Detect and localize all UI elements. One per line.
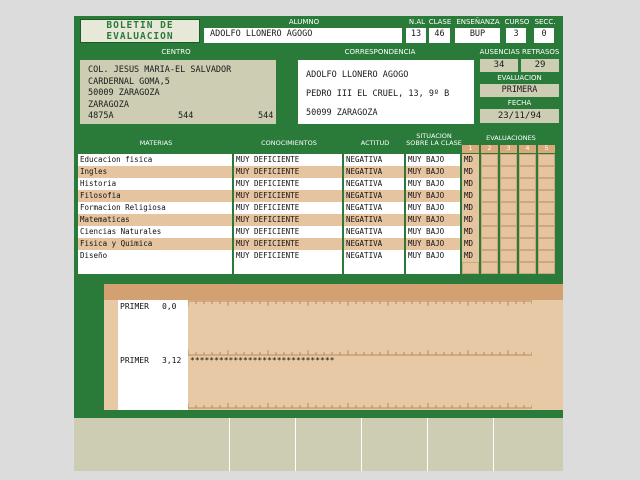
materia-cell: Diseño [78,250,232,262]
evaluacion-value: PRIMERA [480,84,559,97]
situacion-cell: MUY BAJO [406,226,460,238]
conocimientos-cell: MUY DEFICIENTE [234,202,342,214]
eval-empty-cell [538,166,555,178]
centro-line: ZARAGOZA [88,99,129,110]
clase-field: 46 [429,28,450,43]
eval-col-3: 3 [500,145,517,153]
actitud-cell: NEGATIVA [344,154,404,166]
eval-empty-cell [500,202,517,214]
ausencias-label: AUSENCIAS RETRASOS [479,48,560,56]
eval1-cell: MD [462,166,479,178]
eval-col-headers [462,145,560,153]
materia-cell: Formacion Religiosa [78,202,232,214]
correspondencia-line: ADOLFO LLONERO AGOGO [306,70,409,80]
centro-num2: 544 [258,111,274,121]
header-conocimientos: CONOCIMIENTOS [261,139,317,147]
curso-label: CURSO [504,18,530,26]
graph-row-2-value: 3,12 [162,356,182,365]
header-situacion: SITUACION SOBRE LA CLASE [406,132,462,147]
table-row [78,238,562,250]
evaluacion-label: EVALUACION [497,74,542,82]
eval1-cell: MD [462,238,479,250]
table-row [78,178,562,190]
bottom-bar [74,418,563,471]
correspondencia-box [298,60,474,124]
centro-box [80,60,276,124]
situacion-cell: MUY BAJO [406,178,460,190]
table-row [78,166,562,178]
eval-empty-cell [481,238,498,250]
graph-row-2-bar: ****************************** [190,356,335,365]
table-row [78,154,562,166]
eval-col-4: 4 [519,145,536,153]
eval-empty-cell [519,178,536,190]
actitud-cell: NEGATIVA [344,178,404,190]
materia-cell: Ingles [78,166,232,178]
situacion-cell: MUY BAJO [406,154,460,166]
eval-empty-cell [519,154,536,166]
graph-axis [188,300,532,410]
eval-empty-cell [519,190,536,202]
correspondencia-line: PEDRO III EL CRUEL, 13, 9º B [306,89,450,99]
eval-empty-cell [500,154,517,166]
eval-empty-cell [481,202,498,214]
grades-table [78,154,562,274]
actitud-cell: NEGATIVA [344,190,404,202]
eval-empty-cell [538,262,555,274]
eval-empty-cell [481,166,498,178]
eval-empty-cell [481,262,498,274]
eval1-cell: MD [462,190,479,202]
header-materias: MATERIAS [139,139,173,147]
ensenanza-field: BUP [455,28,500,43]
header-evaluaciones: EVALUACIONES [486,134,536,142]
eval-empty-cell [519,250,536,262]
conocimientos-cell: MUY DEFICIENTE [234,154,342,166]
bottom-button-1[interactable] [74,418,230,471]
materia-cell: Historia [78,178,232,190]
fecha-label: FECHA [507,99,532,107]
situacion-cell: MUY BAJO [406,190,460,202]
actitud-cell: NEGATIVA [344,226,404,238]
eval1-cell: MD [462,202,479,214]
table-row [78,202,562,214]
eval-empty-cell [481,250,498,262]
materia-cell: Matematicas [78,214,232,226]
nal-field: 13 [406,28,426,43]
report-card [74,16,563,471]
centro-num1: 544 [178,111,194,121]
table-row [78,226,562,238]
eval-empty-cell [538,154,555,166]
eval-empty-cell [500,250,517,262]
situacion-cell: MUY BAJO [406,202,460,214]
centro-label: CENTRO [161,48,191,56]
eval1-cell: MD [462,226,479,238]
situacion-cell: MUY BAJO [406,238,460,250]
eval-col-1: 1 [462,145,479,153]
actitud-cell: NEGATIVA [344,250,404,262]
conocimientos-cell: MUY DEFICIENTE [234,226,342,238]
eval-empty-cell [519,202,536,214]
eval1-cell: MD [462,178,479,190]
conocimientos-cell: MUY DEFICIENTE [234,190,342,202]
eval-empty-cell [519,262,536,274]
eval-empty-cell [500,190,517,202]
centro-line: 50009 ZARAGOZA [88,88,160,98]
eval-empty-cell [500,238,517,250]
eval1-cell: MD [462,214,479,226]
actitud-cell: NEGATIVA [344,202,404,214]
eval-empty-cell [500,166,517,178]
eval-empty-cell [500,262,517,274]
situacion-cell: MUY BAJO [406,166,460,178]
title-line1: BOLETIN DE [106,20,174,31]
eval-empty-cell [538,190,555,202]
header-actitud: ACTITUD [360,139,390,147]
eval-empty-cell [538,226,555,238]
table-row [78,190,562,202]
eval1-cell: MD [462,250,479,262]
eval-empty-cell [538,178,555,190]
table-row-empty [78,262,562,274]
empty-cell [406,262,460,274]
eval-empty-cell [500,214,517,226]
eval-col-5: 5 [538,145,555,153]
bottom-button-3[interactable] [297,418,362,471]
actitud-cell: NEGATIVA [344,166,404,178]
bottom-button-2[interactable] [231,418,296,471]
ensenanza-label: ENSEÑANZA [456,18,500,26]
eval-col-2: 2 [481,145,498,153]
actitud-cell: NEGATIVA [344,238,404,250]
eval-empty-cell [519,226,536,238]
centro-line: COL. JESUS MARIA-EL SALVADOR [88,65,232,75]
graph-label-column [118,300,188,410]
eval-empty-cell [481,214,498,226]
correspondencia-line: 50099 ZARAGOZA [306,108,378,118]
alumno-field: ADOLFO LLONERO AGOGO [204,28,402,43]
graph-left-stripe [74,284,104,410]
eval-empty-cell [500,226,517,238]
table-row [78,250,562,262]
eval1-cell: MD [462,154,479,166]
graph-row-1-value: 0,0 [162,302,177,311]
conocimientos-cell: MUY DEFICIENTE [234,166,342,178]
actitud-cell: NEGATIVA [344,214,404,226]
graph-row-1-label: PRIMER [120,302,149,311]
empty-cell [344,262,404,274]
eval-empty-cell [538,238,555,250]
secc-field: 0 [534,28,554,43]
bottom-button-6[interactable] [495,418,563,471]
eval-empty-cell [481,190,498,202]
eval-empty-cell [538,250,555,262]
nal-label: N.AL [408,18,426,26]
eval-empty-cell [538,214,555,226]
conocimientos-cell: MUY DEFICIENTE [234,238,342,250]
materia-cell: Ciencias Naturales [78,226,232,238]
title-line2: EVALUACION [106,31,174,42]
correspondencia-label: CORRESPONDENCIA [344,48,416,56]
centro-line: CARDERNAL GOMA,5 [88,76,170,87]
eval-empty-cell [538,202,555,214]
eval-empty-cell [481,178,498,190]
secc-label: SECC. [534,18,556,26]
eval-empty-cell [481,154,498,166]
conocimientos-cell: MUY DEFICIENTE [234,214,342,226]
alumno-label: ALUMNO [288,18,320,26]
materia-cell: Educacion fisica [78,154,232,166]
bottom-button-5[interactable] [429,418,494,471]
eval-empty-cell [481,226,498,238]
eval-empty-cell [519,214,536,226]
clase-label: CLASE [428,18,452,26]
conocimientos-cell: MUY DEFICIENTE [234,178,342,190]
graph-panel [104,284,563,410]
graph-row-2-label: PRIMER [120,356,149,365]
eval-empty-cell [519,166,536,178]
conocimientos-cell: MUY DEFICIENTE [234,250,342,262]
eval-empty-cell [519,238,536,250]
eval-empty-cell [462,262,479,274]
curso-field: 3 [506,28,526,43]
fecha-value: 23/11/94 [480,109,559,123]
centro-code: 4875A [88,111,114,121]
materia-cell: Filosofia [78,190,232,202]
materia-cell: Fisica y Quimica [78,238,232,250]
ausencias-value: 34 [480,59,518,72]
empty-cell [234,262,342,274]
empty-cell [78,262,232,274]
retrasos-value: 29 [521,59,559,72]
situacion-cell: MUY BAJO [406,214,460,226]
table-row [78,214,562,226]
situacion-cell: MUY BAJO [406,250,460,262]
bottom-button-4[interactable] [363,418,428,471]
eval-empty-cell [500,178,517,190]
title-box [80,19,200,43]
graph-top-band [104,284,563,300]
